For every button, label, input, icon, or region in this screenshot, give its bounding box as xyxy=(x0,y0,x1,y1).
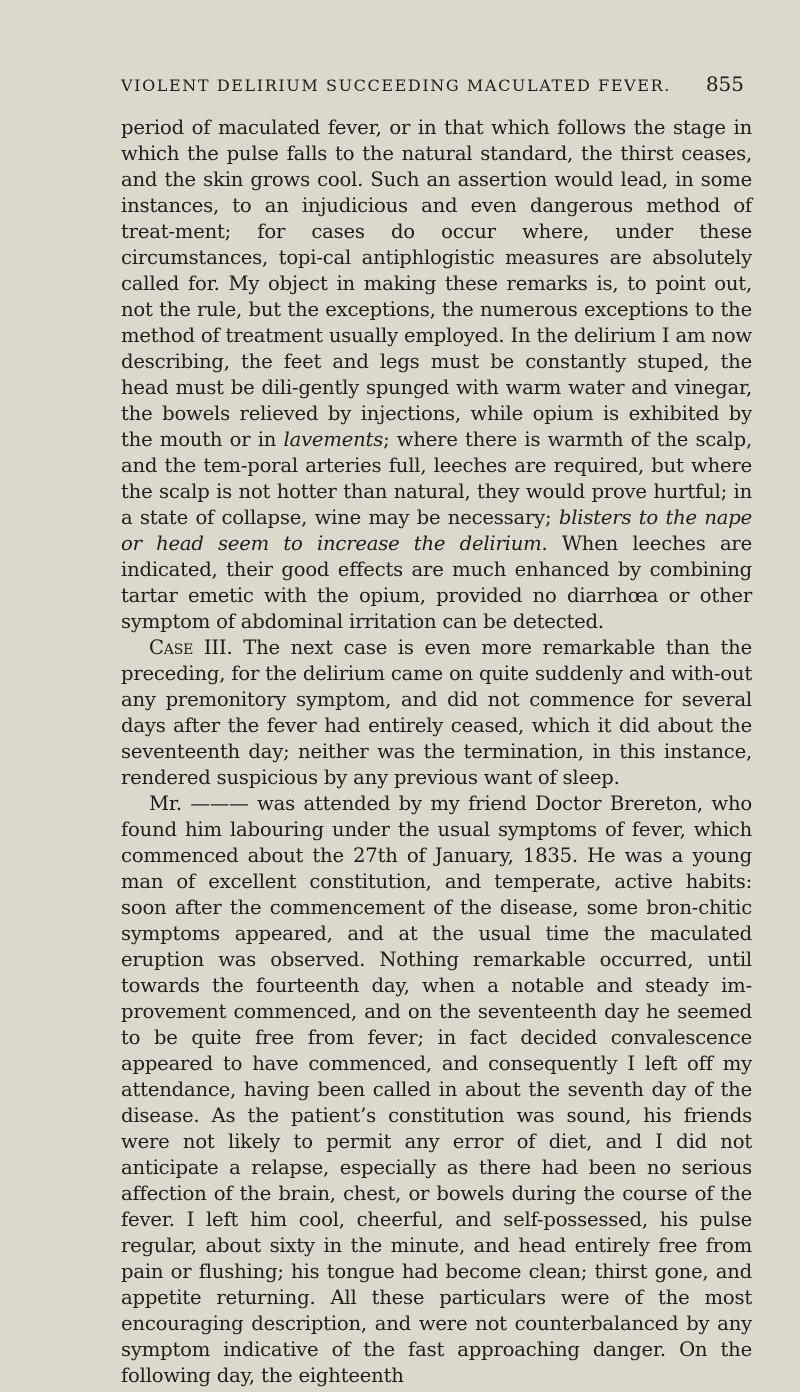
page-header xyxy=(121,72,752,96)
paragraph-3-text: Mr. ——— was attended by my friend Doctor Brereton, who found him labouring under the usual symptoms of fever, which commenced about the 27th of January, 1835. He was a young man of excellent constitution, and temperate, active habits: soon after the commencement of the disease, some bron-chitic symptoms appeared, and at the usual time the maculated eruption was observed. Nothing remarkable occurred, until towards the fourteenth day, when a notable and steady im-provement commenced, and on the seventeenth day he seemed to be quite free from fever; in fact decided convalescence appeared to have commenced, and consequently I left off my attendance, having been called in about the seventh day of the disease. As the patient’s constitution was sound, his friends were not likely to permit any error of diet, and I did not anticipate a relapse, especially as there had been no serious affection of the brain, chest, or bowels during the course of the fever. I left him cool, cheerful, and self-possessed, his pulse regular, about sixty in the minute, and head entirely free from pain or flushing; his tongue had become clean; thirst gone, and appetite returning. All these particulars were of the most encouraging description, and were not counterbalanced by any symptom indicative of the fast approaching danger. On the following day, the eighteenth xyxy=(121,792,752,1387)
paragraph-1-italic-a: lavements xyxy=(283,428,384,451)
paragraph-1-text-c: When leeches are indicated, their good effects are much enhanced by combining tartar emetic with the opium, provided no diarrhœa or other symptom of abdominal irritation can be detected. xyxy=(121,532,752,633)
paragraph-1-text-b: ; where there is warmth of the scalp, and the tem-poral arteries full, leeches are required, but where the scalp is not hotter than natural, they would prove hurtful; in a state of collapse, wine may be necessary; xyxy=(121,428,752,529)
paragraph-2-text: The next case is even more remarkable than the preceding, for the delirium came on quite suddenly and with-out any premonitory symptom, and did not commence for several days after the fever had entirely ceased, which it did about the seventeenth day; neither was the termination, in this instance, rendered suspicious by any previous want of sleep. xyxy=(121,636,752,789)
paragraph-1-text-a: period of maculated fever, or in that which follows the stage in which the pulse falls to the natural standard, the thirst ceases, and the skin grows cool. Such an assertion would lead, in some instances, to an injudicious and even dangerous method of treat-ment; for cases do occur where, under these circumstances, topi-cal antiphlogistic measures are absolutely called for. My object in making these remarks is, to point out, not the rule, but the exceptions, the numerous exceptions to the method of treatment usually employed. In the delirium I am now describing, the feet and legs must be constantly stuped, the head must be dili-gently spunged with warm water and vinegar, the bowels relieved by injections, while opium is exhibited by the mouth or in xyxy=(121,116,752,451)
running-head: VIOLENT DELIRIUM SUCCEEDING MACULATED FEVER. xyxy=(121,76,671,95)
page-number: 855 xyxy=(705,72,744,96)
paragraph-3 xyxy=(121,791,752,1389)
body-text xyxy=(121,115,752,1389)
paragraph-2 xyxy=(121,635,752,791)
case-label: Case III. xyxy=(149,636,233,659)
paragraph-1 xyxy=(121,115,752,635)
paragraph-1-italic-b: blisters to the nape or head seem to increase the delirium. xyxy=(121,506,753,555)
